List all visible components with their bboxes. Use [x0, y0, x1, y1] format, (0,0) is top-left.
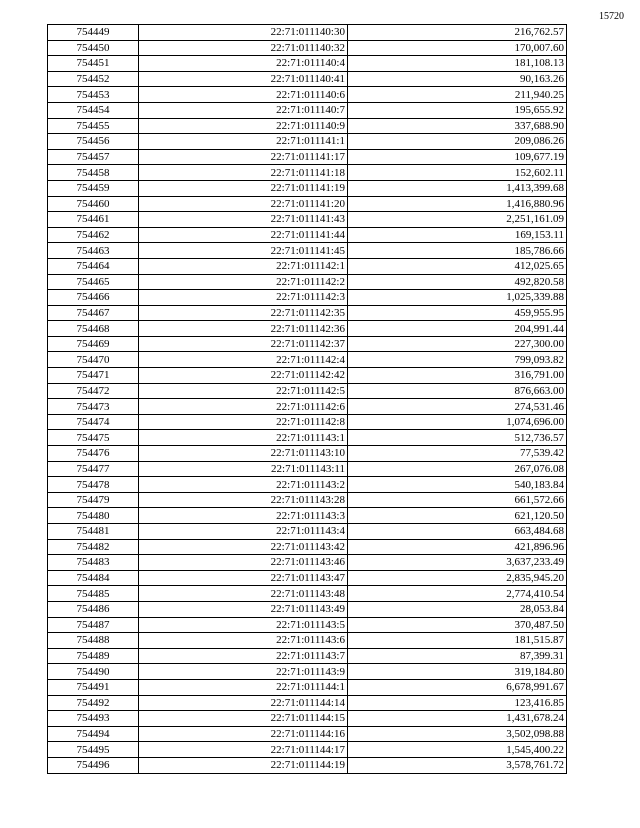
cadastral-value-cell: 316,791.00: [348, 368, 567, 384]
cadastral-number-cell: 22:71:011143:47: [139, 570, 348, 586]
table-row: [48, 679, 567, 695]
table-row: [48, 180, 567, 196]
cadastral-number-cell: 22:71:011143:42: [139, 539, 348, 555]
cadastral-value-cell: 216,762.57: [348, 25, 567, 41]
cadastral-value-cell: 412,025.65: [348, 258, 567, 274]
table-row: [48, 586, 567, 602]
cadastral-number-cell: 22:71:011142:2: [139, 274, 348, 290]
table-row: [48, 336, 567, 352]
cadastral-value-cell: 663,484.68: [348, 524, 567, 540]
row-number-cell: 754464: [48, 258, 139, 274]
table-row: [48, 274, 567, 290]
cadastral-number-cell: 22:71:011140:6: [139, 87, 348, 103]
cadastral-number-cell: 22:71:011141:45: [139, 243, 348, 259]
cadastral-number-cell: 22:71:011143:5: [139, 617, 348, 633]
cadastral-value-cell: 152,602.11: [348, 165, 567, 181]
row-number-cell: 754496: [48, 757, 139, 773]
cadastral-number-cell: 22:71:011141:43: [139, 212, 348, 228]
cadastral-number-cell: 22:71:011143:11: [139, 461, 348, 477]
cadastral-value-cell: 2,251,161.09: [348, 212, 567, 228]
cadastral-value-cell: 337,688.90: [348, 118, 567, 134]
cadastral-value-cell: 195,655.92: [348, 102, 567, 118]
table-row: [48, 555, 567, 571]
row-number-cell: 754467: [48, 305, 139, 321]
cadastral-value-cell: 2,835,945.20: [348, 570, 567, 586]
cadastral-value-cell: 1,431,678.24: [348, 711, 567, 727]
cadastral-number-cell: 22:71:011141:17: [139, 149, 348, 165]
table-row: [48, 258, 567, 274]
cadastral-number-cell: 22:71:011143:4: [139, 524, 348, 540]
row-number-cell: 754489: [48, 648, 139, 664]
cadastral-value-cell: 87,399.31: [348, 648, 567, 664]
table-row: [48, 227, 567, 243]
table-row: [48, 508, 567, 524]
table-row: [48, 726, 567, 742]
row-number-cell: 754472: [48, 383, 139, 399]
cadastral-number-cell: 22:71:011140:32: [139, 40, 348, 56]
table-row: [48, 664, 567, 680]
row-number-cell: 754488: [48, 633, 139, 649]
row-number-cell: 754462: [48, 227, 139, 243]
cadastral-value-cell: 1,025,339.88: [348, 290, 567, 306]
cadastral-value-cell: 799,093.82: [348, 352, 567, 368]
cadastral-value-cell: 1,413,399.68: [348, 180, 567, 196]
table-row: [48, 102, 567, 118]
table-row: [48, 290, 567, 306]
table-row: [48, 492, 567, 508]
cadastral-number-cell: 22:71:011140:30: [139, 25, 348, 41]
row-number-cell: 754455: [48, 118, 139, 134]
row-number-cell: 754457: [48, 149, 139, 165]
table-row: [48, 212, 567, 228]
row-number-cell: 754450: [48, 40, 139, 56]
cadastral-number-cell: 22:71:011141:18: [139, 165, 348, 181]
table-row: [48, 368, 567, 384]
table-row: [48, 570, 567, 586]
table-row: [48, 40, 567, 56]
row-number-cell: 754453: [48, 87, 139, 103]
cadastral-value-cell: 181,515.87: [348, 633, 567, 649]
row-number-cell: 754471: [48, 368, 139, 384]
cadastral-value-cell: 28,053.84: [348, 601, 567, 617]
table-row: [48, 243, 567, 259]
table-row: [48, 321, 567, 337]
table-row: [48, 118, 567, 134]
cadastral-value-cell: 209,086.26: [348, 134, 567, 150]
cadastral-number-cell: 22:71:011143:9: [139, 664, 348, 680]
table-row: [48, 134, 567, 150]
row-number-cell: 754482: [48, 539, 139, 555]
cadastral-value-cell: 123,416.85: [348, 695, 567, 711]
row-number-cell: 754495: [48, 742, 139, 758]
cadastral-value-cell: 3,502,098.88: [348, 726, 567, 742]
row-number-cell: 754461: [48, 212, 139, 228]
cadastral-value-cell: 3,637,233.49: [348, 555, 567, 571]
cadastral-number-cell: 22:71:011140:41: [139, 71, 348, 87]
row-number-cell: 754484: [48, 570, 139, 586]
row-number-cell: 754492: [48, 695, 139, 711]
row-number-cell: 754463: [48, 243, 139, 259]
cadastral-number-cell: 22:71:011142:1: [139, 258, 348, 274]
cadastral-number-cell: 22:71:011141:44: [139, 227, 348, 243]
cadastral-value-cell: 621,120.50: [348, 508, 567, 524]
cadastral-number-cell: 22:71:011143:7: [139, 648, 348, 664]
cadastral-value-cell: 6,678,991.67: [348, 679, 567, 695]
table-row: [48, 87, 567, 103]
table-row: [48, 383, 567, 399]
table-row: [48, 352, 567, 368]
row-number-cell: 754465: [48, 274, 139, 290]
cadastral-number-cell: 22:71:011140:4: [139, 56, 348, 72]
row-number-cell: 754473: [48, 399, 139, 415]
cadastral-value-cell: 459,955.95: [348, 305, 567, 321]
cadastral-value-cell: 204,991.44: [348, 321, 567, 337]
cadastral-number-cell: 22:71:011142:42: [139, 368, 348, 384]
cadastral-value-cell: 540,183.84: [348, 477, 567, 493]
cadastral-number-cell: 22:71:011142:5: [139, 383, 348, 399]
table-row: [48, 617, 567, 633]
row-number-cell: 754483: [48, 555, 139, 571]
cadastral-number-cell: 22:71:011141:1: [139, 134, 348, 150]
table-row: [48, 461, 567, 477]
cadastral-number-cell: 22:71:011141:19: [139, 180, 348, 196]
row-number-cell: 754491: [48, 679, 139, 695]
row-number-cell: 754479: [48, 492, 139, 508]
table-row: [48, 648, 567, 664]
row-number-cell: 754468: [48, 321, 139, 337]
row-number-cell: 754490: [48, 664, 139, 680]
cadastral-number-cell: 22:71:011143:49: [139, 601, 348, 617]
cadastral-number-cell: 22:71:011143:48: [139, 586, 348, 602]
cadastral-value-cell: 77,539.42: [348, 446, 567, 462]
table-row: [48, 601, 567, 617]
table-row: [48, 711, 567, 727]
row-number-cell: 754460: [48, 196, 139, 212]
cadastral-number-cell: 22:71:011144:15: [139, 711, 348, 727]
cadastral-value-cell: 492,820.58: [348, 274, 567, 290]
cadastral-value-table: [47, 24, 567, 774]
row-number-cell: 754493: [48, 711, 139, 727]
cadastral-value-cell: 421,896.96: [348, 539, 567, 555]
cadastral-number-cell: 22:71:011143:28: [139, 492, 348, 508]
table-row: [48, 524, 567, 540]
row-number-cell: 754486: [48, 601, 139, 617]
cadastral-value-cell: 185,786.66: [348, 243, 567, 259]
row-number-cell: 754451: [48, 56, 139, 72]
row-number-cell: 754454: [48, 102, 139, 118]
row-number-cell: 754475: [48, 430, 139, 446]
cadastral-number-cell: 22:71:011143:46: [139, 555, 348, 571]
row-number-cell: 754480: [48, 508, 139, 524]
table-row: [48, 25, 567, 41]
cadastral-value-cell: 90,163.26: [348, 71, 567, 87]
cadastral-number-cell: 22:71:011143:3: [139, 508, 348, 524]
cadastral-number-cell: 22:71:011140:7: [139, 102, 348, 118]
cadastral-value-cell: 2,774,410.54: [348, 586, 567, 602]
table-row: [48, 477, 567, 493]
cadastral-value-cell: 3,578,761.72: [348, 757, 567, 773]
cadastral-number-cell: 22:71:011142:37: [139, 336, 348, 352]
table-row: [48, 695, 567, 711]
table-row: [48, 633, 567, 649]
cadastral-value-cell: 512,736.57: [348, 430, 567, 446]
table-row: [48, 430, 567, 446]
cadastral-value-cell: 370,487.50: [348, 617, 567, 633]
cadastral-value-cell: 170,007.60: [348, 40, 567, 56]
table-row: [48, 196, 567, 212]
row-number-cell: 754478: [48, 477, 139, 493]
table-row: [48, 56, 567, 72]
table-row: [48, 149, 567, 165]
cadastral-number-cell: 22:71:011141:20: [139, 196, 348, 212]
table-body: [48, 25, 567, 774]
cadastral-number-cell: 22:71:011142:35: [139, 305, 348, 321]
row-number-cell: 754477: [48, 461, 139, 477]
row-number-cell: 754474: [48, 414, 139, 430]
row-number-cell: 754466: [48, 290, 139, 306]
row-number-cell: 754449: [48, 25, 139, 41]
cadastral-value-cell: 1,416,880.96: [348, 196, 567, 212]
row-number-cell: 754476: [48, 446, 139, 462]
row-number-cell: 754452: [48, 71, 139, 87]
cadastral-number-cell: 22:71:011144:19: [139, 757, 348, 773]
table-row: [48, 757, 567, 773]
row-number-cell: 754456: [48, 134, 139, 150]
cadastral-number-cell: 22:71:011142:36: [139, 321, 348, 337]
cadastral-number-cell: 22:71:011143:2: [139, 477, 348, 493]
cadastral-value-cell: 274,531.46: [348, 399, 567, 415]
table-row: [48, 71, 567, 87]
cadastral-value-cell: 109,677.19: [348, 149, 567, 165]
table-row: [48, 742, 567, 758]
cadastral-value-cell: 227,300.00: [348, 336, 567, 352]
table-row: [48, 539, 567, 555]
row-number-cell: 754469: [48, 336, 139, 352]
row-number-cell: 754485: [48, 586, 139, 602]
cadastral-number-cell: 22:71:011144:1: [139, 679, 348, 695]
table-row: [48, 446, 567, 462]
table-row: [48, 165, 567, 181]
cadastral-value-cell: 267,076.08: [348, 461, 567, 477]
cadastral-value-cell: 169,153.11: [348, 227, 567, 243]
cadastral-number-cell: 22:71:011144:16: [139, 726, 348, 742]
row-number-cell: 754487: [48, 617, 139, 633]
cadastral-number-cell: 22:71:011144:17: [139, 742, 348, 758]
table-row: [48, 399, 567, 415]
cadastral-value-cell: 661,572.66: [348, 492, 567, 508]
row-number-cell: 754470: [48, 352, 139, 368]
cadastral-number-cell: 22:71:011143:10: [139, 446, 348, 462]
table-row: [48, 414, 567, 430]
cadastral-number-cell: 22:71:011142:8: [139, 414, 348, 430]
row-number-cell: 754459: [48, 180, 139, 196]
row-number-cell: 754494: [48, 726, 139, 742]
row-number-cell: 754458: [48, 165, 139, 181]
cadastral-number-cell: 22:71:011142:6: [139, 399, 348, 415]
cadastral-number-cell: 22:71:011142:4: [139, 352, 348, 368]
cadastral-value-cell: 1,545,400.22: [348, 742, 567, 758]
cadastral-value-cell: 211,940.25: [348, 87, 567, 103]
cadastral-number-cell: 22:71:011140:9: [139, 118, 348, 134]
cadastral-number-cell: 22:71:011142:3: [139, 290, 348, 306]
cadastral-number-cell: 22:71:011143:1: [139, 430, 348, 446]
table-row: [48, 305, 567, 321]
cadastral-number-cell: 22:71:011143:6: [139, 633, 348, 649]
cadastral-value-cell: 319,184.80: [348, 664, 567, 680]
cadastral-value-cell: 181,108.13: [348, 56, 567, 72]
cadastral-number-cell: 22:71:011144:14: [139, 695, 348, 711]
cadastral-value-cell: 876,663.00: [348, 383, 567, 399]
cadastral-value-cell: 1,074,696.00: [348, 414, 567, 430]
page-number: 15720: [599, 11, 624, 22]
row-number-cell: 754481: [48, 524, 139, 540]
